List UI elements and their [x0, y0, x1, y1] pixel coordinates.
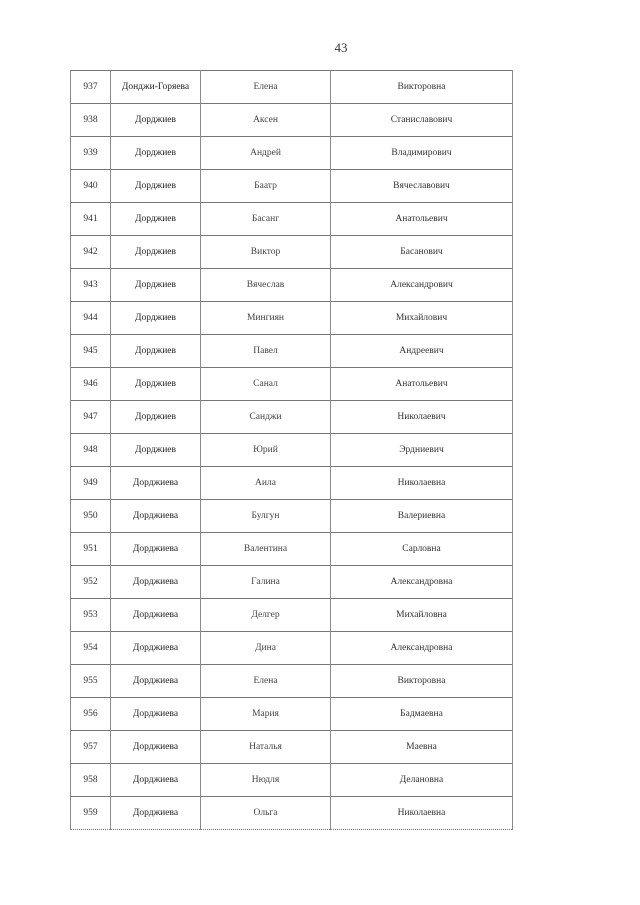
patronymic-cell: Александровна — [331, 632, 513, 665]
patronymic-cell: Валериевна — [331, 500, 513, 533]
patronymic-cell: Анатольевич — [331, 203, 513, 236]
surname-cell: Дорджиев — [111, 335, 201, 368]
first-name-cell: Нюдля — [201, 764, 331, 797]
surname-cell: Дорджиева — [111, 665, 201, 698]
row-number-cell: 949 — [71, 467, 111, 500]
patronymic-cell: Николаевна — [331, 467, 513, 500]
table-row — [71, 599, 513, 632]
patronymic-cell: Анатольевич — [331, 368, 513, 401]
first-name-cell: Дина — [201, 632, 331, 665]
surname-cell: Дорджиев — [111, 203, 201, 236]
patronymic-cell: Владимирович — [331, 137, 513, 170]
first-name-cell: Павел — [201, 335, 331, 368]
table-row — [71, 203, 513, 236]
row-number-cell: 945 — [71, 335, 111, 368]
table-row — [71, 566, 513, 599]
surname-cell: Дорджиев — [111, 401, 201, 434]
table-row — [71, 302, 513, 335]
roster-body — [71, 71, 513, 830]
table-row — [71, 665, 513, 698]
patronymic-cell: Александровна — [331, 566, 513, 599]
first-name-cell: Делгер — [201, 599, 331, 632]
patronymic-cell: Эрдниевич — [331, 434, 513, 467]
table-row — [71, 500, 513, 533]
first-name-cell: Елена — [201, 665, 331, 698]
surname-cell: Дорджиева — [111, 467, 201, 500]
surname-cell: Дорджиев — [111, 269, 201, 302]
surname-cell: Дорджиев — [111, 170, 201, 203]
table-row — [71, 236, 513, 269]
row-number-cell: 946 — [71, 368, 111, 401]
patronymic-cell: Сарловна — [331, 533, 513, 566]
first-name-cell: Елена — [201, 71, 331, 104]
patronymic-cell: Вячеславович — [331, 170, 513, 203]
row-number-cell: 959 — [71, 797, 111, 830]
patronymic-cell: Маевна — [331, 731, 513, 764]
table-row — [71, 401, 513, 434]
row-number-cell: 951 — [71, 533, 111, 566]
row-number-cell: 953 — [71, 599, 111, 632]
first-name-cell: Баатр — [201, 170, 331, 203]
first-name-cell: Юрий — [201, 434, 331, 467]
first-name-cell: Виктор — [201, 236, 331, 269]
patronymic-cell: Басанович — [331, 236, 513, 269]
row-number-cell: 941 — [71, 203, 111, 236]
row-number-cell: 955 — [71, 665, 111, 698]
surname-cell: Дорджиев — [111, 104, 201, 137]
row-number-cell: 939 — [71, 137, 111, 170]
patronymic-cell: Николаевич — [331, 401, 513, 434]
row-number-cell: 958 — [71, 764, 111, 797]
row-number-cell: 942 — [71, 236, 111, 269]
patronymic-cell: Андреевич — [331, 335, 513, 368]
row-number-cell: 944 — [71, 302, 111, 335]
surname-cell: Дорджиев — [111, 368, 201, 401]
table-row — [71, 632, 513, 665]
first-name-cell: Мингиян — [201, 302, 331, 335]
row-number-cell: 954 — [71, 632, 111, 665]
first-name-cell: Басанг — [201, 203, 331, 236]
first-name-cell: Вячеслав — [201, 269, 331, 302]
table-row — [71, 170, 513, 203]
surname-cell: Дорджиева — [111, 764, 201, 797]
table-row — [71, 269, 513, 302]
surname-cell: Дорджиева — [111, 599, 201, 632]
patronymic-cell: Викторовна — [331, 71, 513, 104]
patronymic-cell: Михайловна — [331, 599, 513, 632]
patronymic-cell: Николаевна — [331, 797, 513, 830]
row-number-cell: 950 — [71, 500, 111, 533]
surname-cell: Дорджиева — [111, 632, 201, 665]
row-number-cell: 952 — [71, 566, 111, 599]
row-number-cell: 943 — [71, 269, 111, 302]
table-row — [71, 731, 513, 764]
surname-cell: Донджи-Горяева — [111, 71, 201, 104]
surname-cell: Дорджиева — [111, 698, 201, 731]
first-name-cell: Аила — [201, 467, 331, 500]
patronymic-cell: Делановна — [331, 764, 513, 797]
row-number-cell: 956 — [71, 698, 111, 731]
table-row — [71, 335, 513, 368]
patronymic-cell: Станиславович — [331, 104, 513, 137]
table-row — [71, 797, 513, 830]
row-number-cell: 957 — [71, 731, 111, 764]
table-row — [71, 467, 513, 500]
first-name-cell: Валентина — [201, 533, 331, 566]
row-number-cell: 948 — [71, 434, 111, 467]
surname-cell: Дорджиева — [111, 500, 201, 533]
row-number-cell: 938 — [71, 104, 111, 137]
roster-table — [70, 70, 513, 830]
table-row — [71, 71, 513, 104]
row-number-cell: 947 — [71, 401, 111, 434]
surname-cell: Дорджиева — [111, 731, 201, 764]
table-row — [71, 137, 513, 170]
surname-cell: Дорджиев — [111, 302, 201, 335]
first-name-cell: Андрей — [201, 137, 331, 170]
surname-cell: Дорджиева — [111, 566, 201, 599]
first-name-cell: Санал — [201, 368, 331, 401]
surname-cell: Дорджиев — [111, 137, 201, 170]
patronymic-cell: Викторовна — [331, 665, 513, 698]
surname-cell: Дорджиев — [111, 434, 201, 467]
first-name-cell: Булгун — [201, 500, 331, 533]
page-number: 43 — [334, 40, 348, 55]
row-number-cell: 937 — [71, 71, 111, 104]
table-row — [71, 698, 513, 731]
surname-cell: Дорджиев — [111, 236, 201, 269]
first-name-cell: Галина — [201, 566, 331, 599]
first-name-cell: Аксен — [201, 104, 331, 137]
first-name-cell: Санджи — [201, 401, 331, 434]
table-row — [71, 368, 513, 401]
table-row — [71, 434, 513, 467]
table-row — [71, 533, 513, 566]
table-row — [71, 764, 513, 797]
table-row — [71, 104, 513, 137]
first-name-cell: Ольга — [201, 797, 331, 830]
patronymic-cell: Александрович — [331, 269, 513, 302]
first-name-cell: Наталья — [201, 731, 331, 764]
row-number-cell: 940 — [71, 170, 111, 203]
surname-cell: Дорджиева — [111, 533, 201, 566]
patronymic-cell: Михайлович — [331, 302, 513, 335]
surname-cell: Дорджиева — [111, 797, 201, 830]
patronymic-cell: Бадмаевна — [331, 698, 513, 731]
first-name-cell: Мария — [201, 698, 331, 731]
